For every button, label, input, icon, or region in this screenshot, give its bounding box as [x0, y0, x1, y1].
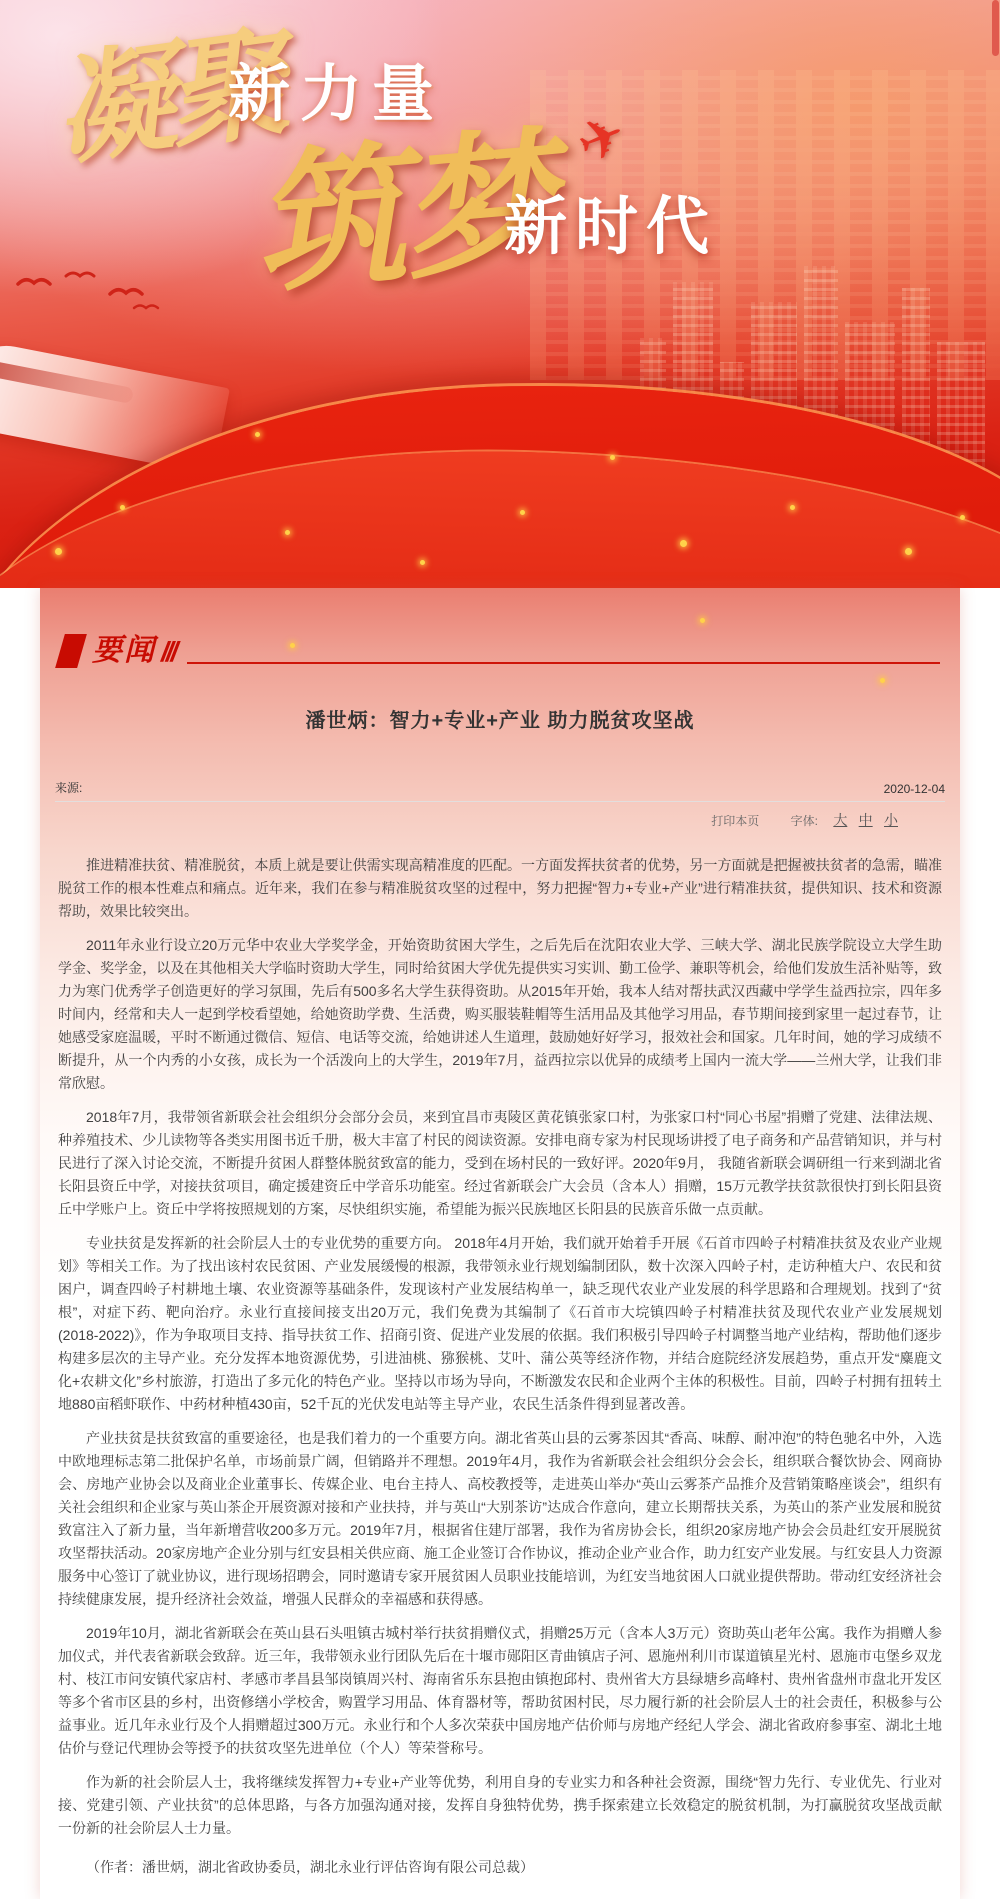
hero-banner	[0, 0, 1000, 588]
article-paragraph: 作为新的社会阶层人士，我将继续发挥智力+专业+产业等优势，利用自身的专业实力和各种社会资源，围绕“智力先行、专业优先、行业对接、党建引领、产业扶贫”的总体思路，与各方加强沟通对接，发挥自身独特优势，携手探索建立长效稳定的脱贫机制，为打赢脱贫攻坚战贡献一份新的社会阶层人士力量。	[58, 1774, 942, 1836]
author-note: （作者：潘世炳，湖北省政协委员，湖北永业行评估咨询有限公司总裁）	[86, 1859, 534, 1875]
banner-calligraphy-zhumeng: 筑梦	[245, 110, 557, 315]
article-paragraph: 2018年7月，我带领省新联会社会组织分会部分会员，来到宜昌市夷陵区黄花镇张家口村，为张家口村“同心书屋”捐赠了党建、法律法规、种养殖技术、少儿读物等各类实用图书近千册，极大丰富了村民的阅读资源。安排电商专家为村民现场讲授了电子商务和产品营销知识，并与村民进行了深入讨论交流，不断提升贫困人群整体脱贫致富的能力，受到在场村民的一致好评。2020年9月， 我随省新联会调研组一行来到湖北省长阳县资丘中学，对接扶贫项目，确定援建资丘中学音乐功能室。经过省新联会广大会员（含本人）捐赠，15万元教学扶贫款很快打到长阳县资丘中学账户上。资丘中学将按照规划的方案，尽快组织实施，希望能为振兴民族地区长阳县的民族音乐做一点贡献。	[58, 1109, 942, 1217]
font-size-small-button[interactable]: 小	[884, 812, 898, 828]
scrollbar-thumb[interactable]	[992, 0, 999, 56]
sparkle	[255, 432, 260, 437]
article-card	[40, 588, 960, 1899]
sparkle	[610, 455, 615, 460]
triple-slash-decor: ///	[161, 636, 176, 667]
article-paragraph: 2019年10月，湖北省新联会在英山县石头咀镇古城村举行扶贫捐赠仪式，捐赠25万元（含本人3万元）资助英山老年公寓。我作为捐赠人参加仪式，并代表省新联会致辞。近三年，我带领永业行团队先后在十堰市郧阳区青曲镇店子河、恩施州利川市谋道镇星光村、恩施市屯堡乡双龙村、枝江市问安镇代家店村、孝感市孝昌县邹岗镇周兴村、海南省乐东县抱由镇抱邱村、贵州省大方县绿塘乡高峰村、贵州省盘州市盘北开发区等多个省市区县的乡村，出资修缮小学校舍，购置学习用品、体育器材等，帮助贫困村民，尽力履行新的社会阶层人士的社会责任，积极参与公益事业。近几年永业行及个人捐赠超过300万元。永业行和个人多次荣获中国房地产估价师与房地产经纪人学会、湖北省政府参事室、湖北土地估价与登记代理协会等授予的扶贫攻坚先进单位（个人）等荣誉称号。	[58, 1625, 942, 1756]
sparkle	[55, 548, 62, 555]
birds-icon	[14, 268, 164, 314]
article-paragraph: 推进精准扶贫、精准脱贫，本质上就是要让供需实现高精准度的匹配。一方面发挥扶贫者的优势，另一方面就是把握被扶贫者的急需，瞄准脱贫工作的根本性难点和痛点。近年来，我们在参与精准脱贫攻坚的过程中，努力把握“智力+专业+产业”进行精准扶贫，提供知识、技术和资源帮助，效果比较突出。	[58, 857, 942, 919]
article-paragraph: 专业扶贫是发挥新的社会阶层人士的专业优势的重要方向。 2018年4月开始，我们就开始着手开展《石首市四岭子村精准扶贫及农业产业规划》等相关工作。为了找出该村农民贫困、产业发展缓慢的根源，我带领永业行规划编制团队，数十次深入四岭子村，走访种植大户、农民和贫困户，调查四岭子村耕地土壤、农业资源等基础条件，发现该村产业发展结构单一，缺乏现代农业产业发展的科学思路和合理规划。找到了“贫根”，对症下药、靶向治疗。永业行直接间接支出20万元，我们免费为其编制了《石首市大垸镇四岭子村精准扶贫及现代农业产业发展规划(2018-2022)》，作为争取项目支持、指导扶贫工作、招商引资、促进产业发展的依据。我们积极引导四岭子村调整当地产业结构，帮助他们逐步构建多层次的主导产业。充分发挥本地资源优势，引进油桃、猕猴桃、艾叶、蒲公英等经济作物，并结合庭院经济发展趋势，重点开发“麋鹿文化+农耕文化”乡村旅游，打造出了多元化的特色产业。坚持以市场为导向，不断激发农民和企业两个主体的积极性。目前，四岭子村拥有扭转土地880亩稻虾联作、中药材种植430亩，52千瓦的光伏发电站等主导产业，农民生活条件得到显著改善。	[58, 1235, 942, 1412]
print-page-button[interactable]: 打印本页	[711, 814, 760, 828]
paragraph-list	[58, 854, 942, 1840]
sparkle	[120, 505, 125, 510]
source-label: 来源:	[55, 781, 83, 795]
sparkle	[420, 560, 425, 565]
sparkle	[905, 548, 912, 555]
sparkle	[790, 505, 795, 510]
font-size-large-button[interactable]: 大	[833, 812, 848, 828]
article-title: 潘世炳：智力+专业+产业 助力脱贫攻坚战	[305, 710, 695, 732]
meta-divider	[55, 801, 945, 802]
airplane-icon: ✈	[567, 100, 635, 177]
sparkle	[680, 540, 687, 547]
banner-headline-xinshidai: 新时代	[504, 192, 717, 262]
article-paragraph: 产业扶贫是扶贫致富的重要途径，也是我们着力的一个重要方向。湖北省英山县的云雾茶因其“香高、味醇、耐冲泡”的特色驰名中外，入选中欧地理标志第二批保护名单，市场前景广阔，但销路并不理想。2019年4月，我作为省新联会社会组织分会会长，组织联合餐饮协会、网商协会、房地产业协会以及商业企业董事长、传媒企业、电台主持人、高校教授等，走进英山举办“英山云雾茶产品推介及营销策略座谈会”，组织有关社会组织和企业家与英山茶企开展资源对接和产业扶持，并与英山“大别茶访”达成合作意向，建立长期帮扶关系，为英山的茶产业发展和脱贫致富注入了新力量，当年新增营收200多万元。2019年7月，根据省住建厅部署，我作为省房协会长，组织20家房地产协会会员赴红安开展脱贫攻坚帮扶活动。20家房地产企业分别与红安县相关供应商、施工企业签订合作协议，推动企业产业合作，助力红安产业发展。与红安县人力资源服务中心签订了就业协议，进行现场招聘会，同时邀请专家开展贫困人员职业技能培训，为红安当地贫困人口就业提供帮助。带动红安经济社会持续健康发展，提升经济社会效益，增强人民群众的幸福感和获得感。	[58, 1430, 942, 1607]
sparkle	[700, 618, 705, 623]
section-title: 要闻	[92, 633, 156, 668]
banner-headline-xinliliang: 新力量	[228, 60, 445, 129]
publish-date: 2020-12-04	[883, 782, 945, 796]
sparkle	[290, 643, 295, 648]
article-body	[40, 830, 960, 1879]
font-size-label: 字体:	[790, 814, 818, 828]
section-header	[40, 588, 960, 668]
font-size-medium-button[interactable]: 中	[858, 812, 873, 828]
sparkle	[285, 530, 290, 535]
banner-calligraphy-ningju: 凝聚	[44, 11, 291, 184]
article-meta-row	[40, 779, 960, 796]
sparkle	[960, 515, 965, 520]
sparkle	[520, 510, 525, 515]
article-paragraph: 2011年永业行设立20万元华中农业大学奖学金，开始资助贫困大学生，之后先后在沈阳农业大学、三峡大学、湖北民族学院设立大学生助学金、奖学金，以及在其他相关大学临时资助大学生，同时给贫困大学优先提供实习实训、勤工俭学、兼职等机会，给他们发放生活补贴等，致力为寒门优秀学子创造更好的学习氛围，先后有500多名大学生获得资助。从2015年开始，我本人结对帮扶武汉西藏中学学生益西拉宗，四年多时间内，经常和夫人一起到学校看望她，给她资助学费、生活费，购买服装鞋帽等生活用品及其他学习用品，春节期间接到家里一起过春节，让她感受家庭温暖，平时不断通过微信、短信、电话等交流，给她讲述人生道理，鼓励她好好学习，报效社会和国家。几年时间，她的学习成绩不断提升，从一个内秀的小女孩，成长为一个活泼向上的大学生，2019年7月，益西拉宗以优异的成绩考上国内一流大学——兰州大学，让我们非常欣慰。	[58, 937, 942, 1091]
section-underline	[187, 662, 940, 664]
red-block-icon	[55, 634, 87, 668]
article-toolbar	[40, 810, 960, 830]
sparkle	[880, 678, 885, 683]
